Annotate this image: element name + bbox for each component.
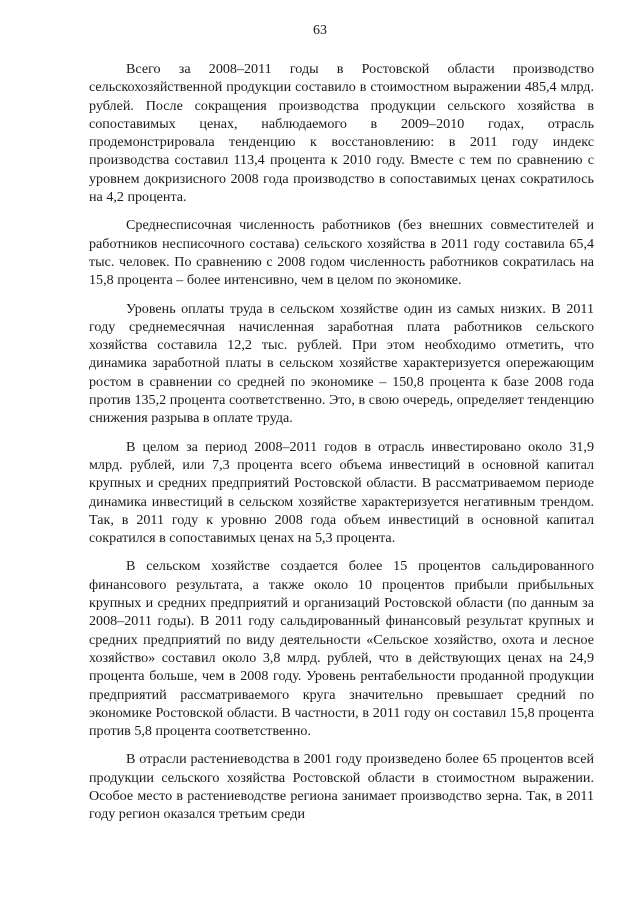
body-text	[89, 60, 594, 834]
paragraph-crop-production: В отрасли растениеводства в 2001 году произведено более 65 процентов всей продукции сельского хозяйства Ростовской области в стоимостном выражении. Особое место в растениеводстве региона занимает производство зерна. Так, в 2011 году регион оказался третьим среди	[89, 751, 594, 823]
paragraph-wages: Уровень оплаты труда в сельском хозяйстве один из самых низких. В 2011 году среднемесячная начисленная заработная плата работников сельского хозяйства составила 12,2 тыс. рублей. При этом необходимо отметить, что динамика заработной платы в сельском хозяйстве характеризуется опережающим ростом в сравнении со средней по экономике – 150,8 процента к базе 2008 года против 135,2 процента соответственно. Это, в свою очередь, определяет тенденцию снижения разрыва в оплате труда.	[89, 300, 594, 427]
paragraph-agricultural-production: Всего за 2008–2011 годы в Ростовской области производство сельскохозяйственной продукции составило в стоимостном выражении 485,4 млрд. рублей. После сокращения производства продукции сельского хозяйства в сопоставимых ценах, наблюдаемого в 2009–2010 годах, отрасль продемонстрировала тенденцию к восстановлению: в 2011 году индекс производства составил 113,4 процента к 2010 году. Вместе с тем по сравнению с уровнем докризисного 2008 года производство в сопоставимых ценах сократилось на 4,2 процента.	[89, 61, 594, 206]
paragraph-employment: Среднесписочная численность работников (без внешних совместителей и работников несписочного состава) сельского хозяйства в 2011 году составила 65,4 тыс. человек. По сравнению с 2008 годом численность работников сократилась на 15,8 процента – более интенсивно, чем в целом по экономике.	[89, 217, 594, 289]
paragraph-investment: В целом за период 2008–2011 годов в отрасль инвестировано около 31,9 млрд. рублей, или 7,3 процента всего объема инвестиций в основной капитал крупных и средних предприятий Ростовской области. В рассматриваемом периоде динамика инвестиций в сельском хозяйстве характеризуется негативным трендом. Так, в 2011 году к уровню 2008 года объем инвестиций в основной капитал сократился в сопоставимых ценах на 5,3 процента.	[89, 438, 594, 547]
page-number: 63	[313, 23, 327, 38]
paragraph-financial-result: В сельском хозяйстве создается более 15 процентов сальдированного финансового результата, а также около 10 процентов прибыли прибыльных крупных и средних предприятий и организаций Ростовской области (по данным за 2008–2011 годы). В 2011 году сальдированный финансовый результат крупных и средних предприятий по виду деятельности «Сельское хозяйство, охота и лесное хозяйство» составил около 3,8 млрд. рублей, что в действующих ценах на 24,9 процента больше, чем в 2008 году. Уровень рентабельности проданной продукции предприятий рассматриваемого круга значительно превышает средний по экономике Ростовской области. В частности, в 2011 году он составил 15,8 процента против 5,8 процента соответственно.	[89, 558, 594, 740]
